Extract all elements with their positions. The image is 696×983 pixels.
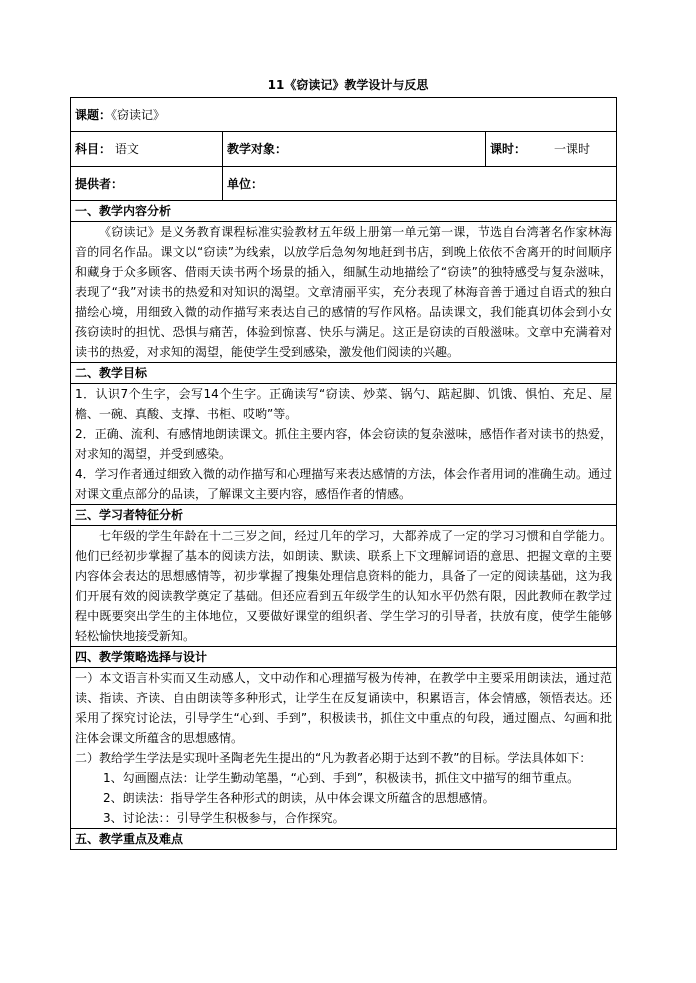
goals-list bbox=[71, 384, 617, 505]
strategy-paragraph: 一）本文语言朴实而又生动感人，文中动作和心理描写极为传神，在教学中主要采用朗读法，通过范读、指读、齐读、自由朗读等多种形式，让学生在反复诵读中，积累语言，体会情感，领悟表达。还采用了探究讨论法，引导学生“心到、手到”，积极读书，抓住文中重点的句段，通过圈点、勾画和批注体会课文所蕴含的思想感情。 bbox=[75, 671, 613, 745]
document-title: 11《窃读记》教学设计与反思 bbox=[267, 78, 429, 92]
goal-item: 1．认识7个生字，会写14个生字。正确读写“窃读、炒菜、锅勺、踮起脚、饥饿、惧怕、充足、屋檐、一碗、真酸、支撑、书柜、哎哟”等。 bbox=[75, 387, 613, 421]
target-cell bbox=[223, 132, 486, 167]
hours-label: 课时： bbox=[490, 142, 527, 156]
hours-value: 一课时 bbox=[554, 142, 591, 156]
provider-cell bbox=[71, 167, 223, 201]
meta-row bbox=[71, 132, 617, 167]
topic-row bbox=[71, 98, 617, 132]
learner-body-row bbox=[71, 526, 617, 647]
hours-cell bbox=[486, 132, 617, 167]
provider-label: 提供者： bbox=[75, 176, 124, 191]
learner-heading: 三、学习者特征分析 bbox=[71, 505, 617, 526]
goals-heading: 二、教学目标 bbox=[71, 363, 617, 384]
strategy-body bbox=[71, 668, 617, 829]
content-analysis-heading-row bbox=[71, 201, 617, 222]
difficulty-heading: 五、教学重点及难点 bbox=[71, 829, 617, 850]
provider-row bbox=[71, 167, 617, 201]
learner-text: 七年级的学生年龄在十二三岁之间，经过几年的学习，大都养成了一定的学习习惯和自学能力。他们已经初步掌握了基本的阅读方法，如朗读、默读、联系上下文理解词语的意思、把握文章的主要内容体会表达的思想感情等，初步掌握了搜集处理信息资料的能力，具备了一定的阅读基础，这为我们开展有效的阅读教学奠定了基础。但还应看到五年级学生的认知水平仍然有限，因此教师在教学过程中既要突出学生的主体地位，又要做好课堂的组织者、学生学习的引导者，扶放有度，使学生能够轻松愉快地接受新知。 bbox=[71, 526, 617, 647]
goals-heading-row bbox=[71, 363, 617, 384]
topic-label: 课题： bbox=[75, 107, 112, 122]
lesson-plan-table bbox=[70, 97, 617, 850]
goals-body-row bbox=[71, 384, 617, 505]
topic-cell bbox=[71, 98, 617, 132]
strategy-method-item: 2、朗读法：指导学生各种形式的朗读，从中体会课文所蕴含的思想感情。 bbox=[103, 791, 495, 805]
strategy-paragraph: 二）教给学生学法是实现叶圣陶老先生提出的“凡为教者必期于达到不教”的目标。学法具体如下： bbox=[75, 751, 592, 765]
difficulty-heading-row bbox=[71, 829, 617, 850]
content-analysis-body-row bbox=[71, 222, 617, 363]
topic-value: 《窃读记》 bbox=[111, 107, 166, 122]
unit-label: 单位： bbox=[227, 176, 264, 191]
strategy-method-item: 1、勾画圈点法：让学生勤动笔墨，“心到、手到”，积极读书，抓住文中描写的细节重点。 bbox=[103, 771, 580, 785]
learner-heading-row bbox=[71, 505, 617, 526]
content-analysis-heading: 一、教学内容分析 bbox=[71, 201, 617, 222]
content-analysis-text: 《窃读记》是义务教育课程标准实验教材五年级上册第一单元第一课，节选自台湾著名作家林海音的同名作品。课文以“窃读”为线索，以放学后急匆匆地赶到书店，到晚上依依不舍离开的时间顺序和藏身于众多顾客、借雨天读书两个场景的插入，细腻生动地描绘了“窃读”的独特感受与复杂滋味，表现了“我”对读书的热爱和对知识的渴望。文章清丽平实，充分表现了林海音善于通过自语式的独白描绘心境，用细致入微的动作描写来表达自己的感情的写作风格。品读课文，我们能真切体会到小女孩窃读时的担忧、恐惧与痛苦，体验到惊喜、快乐与满足。这正是窃读的百般滋味。文章中充满着对读书的热爱，对求知的渴望，能使学生受到感染，激发他们阅读的兴趣。 bbox=[71, 222, 617, 363]
strategy-body-row bbox=[71, 668, 617, 829]
goal-item: 4．学习作者通过细致入微的动作描写和心理描写来表达感情的方法，体会作者用词的准确生动。通过对课文重点部分的品读，了解课文主要内容，感悟作者的情感。 bbox=[75, 467, 613, 501]
subject-cell bbox=[71, 132, 223, 167]
target-label: 教学对象： bbox=[227, 142, 288, 156]
goal-item: 2．正确、流利、有感情地朗读课文。抓住主要内容，体会窃读的复杂滋味，感悟作者对读书的热爱，对求知的渴望，并受到感染。 bbox=[75, 427, 613, 461]
strategy-heading-row bbox=[71, 647, 617, 668]
strategy-heading: 四、教学策略选择与设计 bbox=[71, 647, 617, 668]
strategy-method-item: 3、讨论法：：引导学生积极参与，合作探究。 bbox=[103, 811, 345, 825]
unit-cell bbox=[223, 167, 617, 201]
subject-value: 语文 bbox=[114, 142, 139, 156]
subject-label: 科目： bbox=[75, 142, 112, 156]
